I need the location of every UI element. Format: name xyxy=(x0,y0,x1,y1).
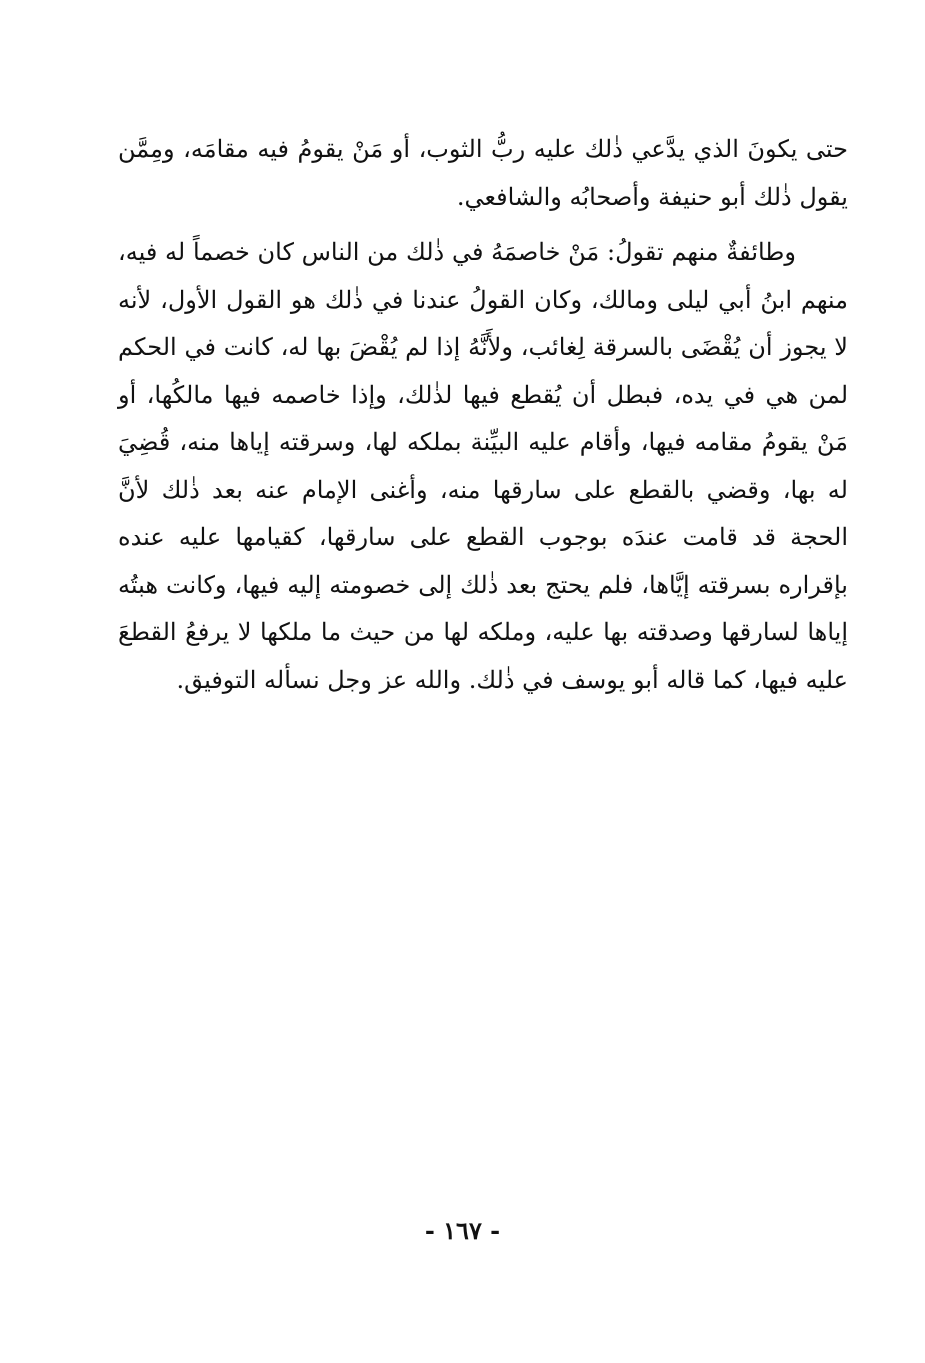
paragraph-continuation: حتى يكونَ الذي يدَّعي ذٰلك عليه ربُّ الثوب، أو مَنْ يقومُ فيه مقامَه، ومِمَّن يقول ذٰلك أبو حنيفة وأصحابُه والشافعي. xyxy=(118,135,848,211)
page-number: - ١٦٧ - xyxy=(424,1216,501,1245)
body-text xyxy=(118,126,848,704)
paragraph-second-opinion: وطائفةٌ منهم تقولُ: مَنْ خاصمَهُ في ذٰلك من الناس كان خصماً له فيه، منهم ابنُ أبي ليلى ومالك، وكان القولُ عندنا في ذٰلك هو القول الأول، لأنه لا يجوز أن يُقْضَى بالسرقة لِغائب، ولأَنَّهُ إذا لم يُقْضَ بها له، كانت في الحكم لمن هي في يده، فبطل أن يُقطع فيها لذٰلك، وإذا خاصمه فيها مالكُها، أو مَنْ يقومُ مقامه فيها، وأقام عليه البيِّنة بملكه لها، وسرقته إياها منه، قُضِيَ له بها، وقضي بالقطع على سارقها منه، وأغنى الإمام عنه بعد ذٰلك لأنَّ الحجة قد قامت عندَه بوجوب القطع على سارقها، كقيامها عليه عنده بإقراره بسرقته إيَّاها، فلم يحتج بعد ذٰلك إلى خصومته إليه فيها، وكانت هبتُه إياها لسارقها وصدقته بها عليه، وملكه لها من حيث ما ملكها لا يرفعُ القطعَ عليه فيها، كما قاله أبو يوسف في ذٰلك. والله عز وجل نسأله التوفيق. xyxy=(118,238,849,694)
